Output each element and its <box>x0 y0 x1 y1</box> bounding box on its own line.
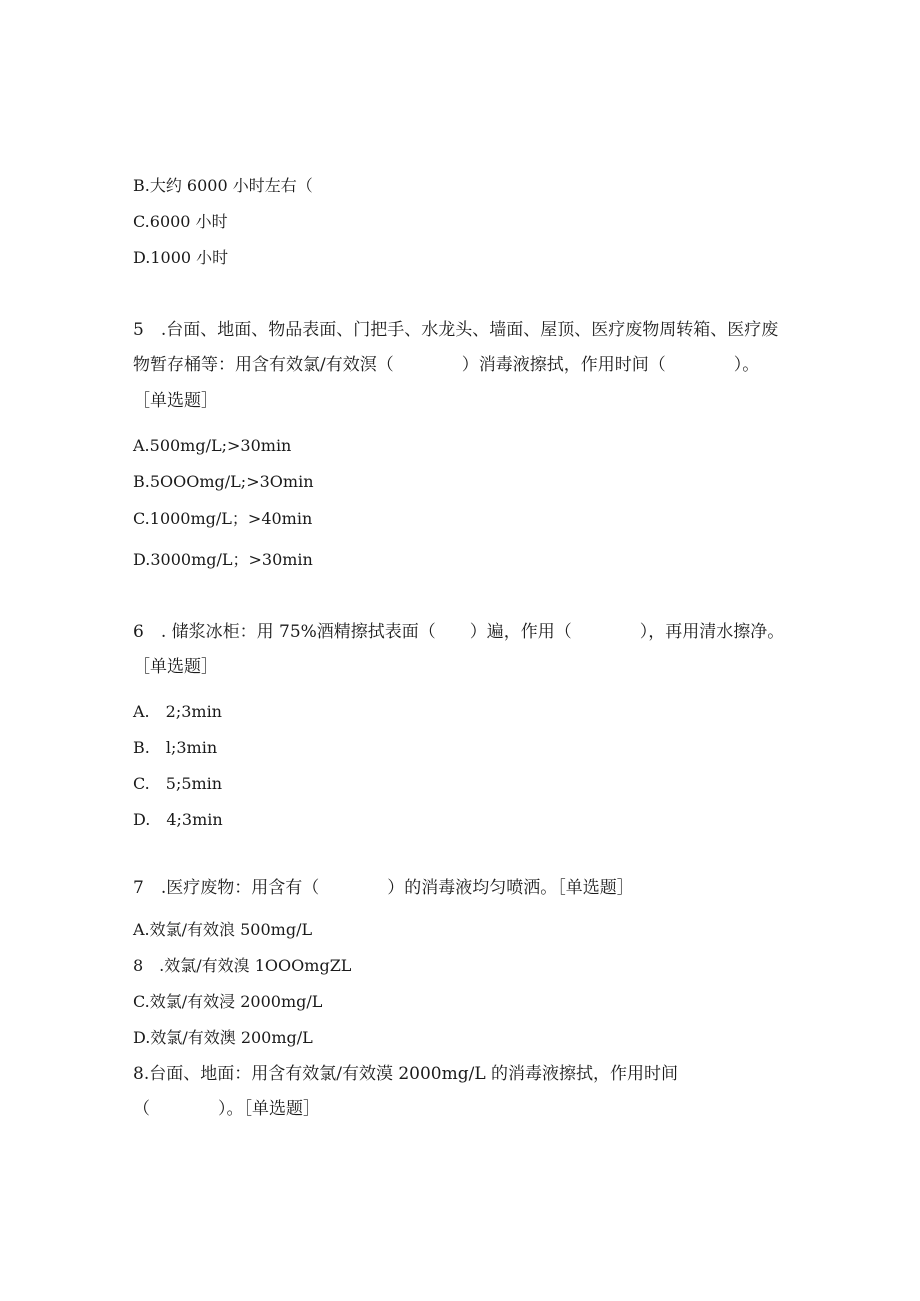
question-8-text-line1: 8.台面、地面：用含有效氯/有效漠 2000mg∕L 的消毒液擦拭，作用时间 <box>133 1064 679 1084</box>
question-6-option-d: D. 4;3min <box>133 810 223 829</box>
question-6-option-b: B. l;3min <box>133 738 218 757</box>
question-5-option-b: B.5OOOmg/L;>3Omin <box>133 472 314 491</box>
question-6-option-c: C. 5;5min <box>133 774 223 793</box>
question-6-text: 6 . 储浆冰柜：用 75%酒精擦拭表面（ ）遍，作用（ ），再用清水擦净。 <box>133 622 785 642</box>
question-5-text-line1: 5 .台面、地面、物品表面、门把手、水龙头、墙面、屋顶、医疗废物周转箱、医疗废 <box>133 320 779 340</box>
question-5-text-line2: 物暂存桶等：用含有效氯/有效溟（ ）消毒液擦拭，作用时间（ ）。 <box>133 355 760 375</box>
question-8-text-line2: （ ）。［单选题］ <box>133 1099 320 1119</box>
question-5-option-a: A.500mg∕L;>30min <box>133 436 292 455</box>
prev-option-d: D.1000 小时 <box>133 248 229 267</box>
question-7-option-b: 8 .效氯/有效溴 1OOOmgZL <box>133 956 352 975</box>
prev-option-c: C.6000 小时 <box>133 212 228 231</box>
question-5-type: ［单选题］ <box>133 391 218 411</box>
question-7-text: 7 .医疗废物：用含有（ ）的消毒液均匀喷洒。［单选题］ <box>133 878 634 898</box>
question-7-option-d: D.效氯/有效澳 200mg∕L <box>133 1028 313 1047</box>
question-7-option-c: C.效氯/有效浸 2000mg∕L <box>133 992 323 1011</box>
question-5-option-c: C.1000mg∕L；>40min <box>133 509 313 528</box>
question-5-option-d: D.3000mg∕L；>30min <box>133 550 313 569</box>
prev-option-b: B.大约 6000 小时左右（ <box>133 176 313 195</box>
question-6-type: ［单选题］ <box>133 657 218 677</box>
question-7-option-a: A.效氯/有效浪 500mg∕L <box>133 920 313 939</box>
question-6-option-a: A. 2;3min <box>133 702 222 721</box>
